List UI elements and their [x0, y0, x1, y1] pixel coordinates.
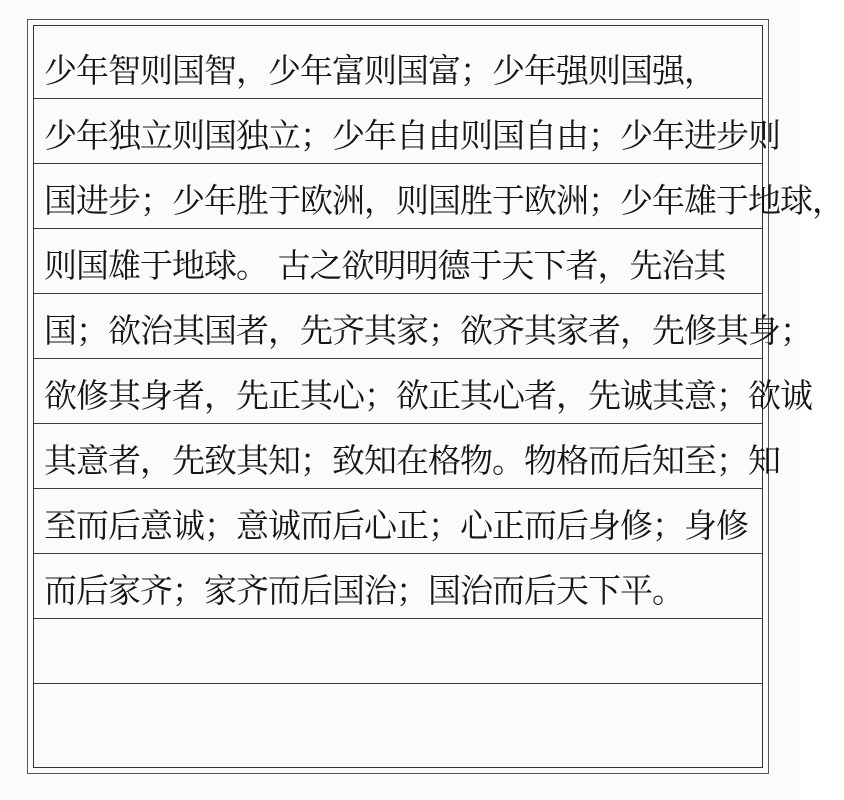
ruled-line — [34, 553, 762, 554]
text-line: 至而后意诚；意诚而后心正；心正而后身修；身修 — [44, 506, 748, 545]
text-line: 少年独立则国独立；少年自由则国自由；少年进步则 — [44, 116, 780, 155]
ruled-line — [34, 618, 762, 619]
ruled-line — [34, 228, 762, 229]
text-line: 其意者，先致其知；致知在格物。物格而后知至；知 — [44, 441, 780, 480]
text-line: 国进步；少年胜于欧洲，则国胜于欧洲；少年雄于地球， — [44, 181, 844, 220]
ruled-line — [34, 683, 762, 684]
text-line: 而后家齐；家齐而后国治；国治而后天下平。 — [44, 571, 684, 610]
ruled-line — [34, 358, 762, 359]
text-line: 少年智则国智，少年富则国富；少年强则国强， — [44, 51, 716, 90]
text-line — [44, 696, 760, 746]
text-line: 则国雄于地球。 古之欲明明德于天下者，先治其 — [44, 246, 726, 285]
ruled-line — [34, 293, 762, 294]
text-line: 国；欲治其国者，先齐其家；欲齐其家者，先修其身； — [44, 311, 812, 350]
ruled-line — [34, 98, 762, 99]
text-line — [44, 631, 760, 681]
ruled-line — [34, 488, 762, 489]
text-line: 欲修其身者，先正其心；欲正其心者，先诚其意；欲诚 — [44, 376, 812, 415]
ruled-line — [34, 423, 762, 424]
ruled-line — [34, 163, 762, 164]
